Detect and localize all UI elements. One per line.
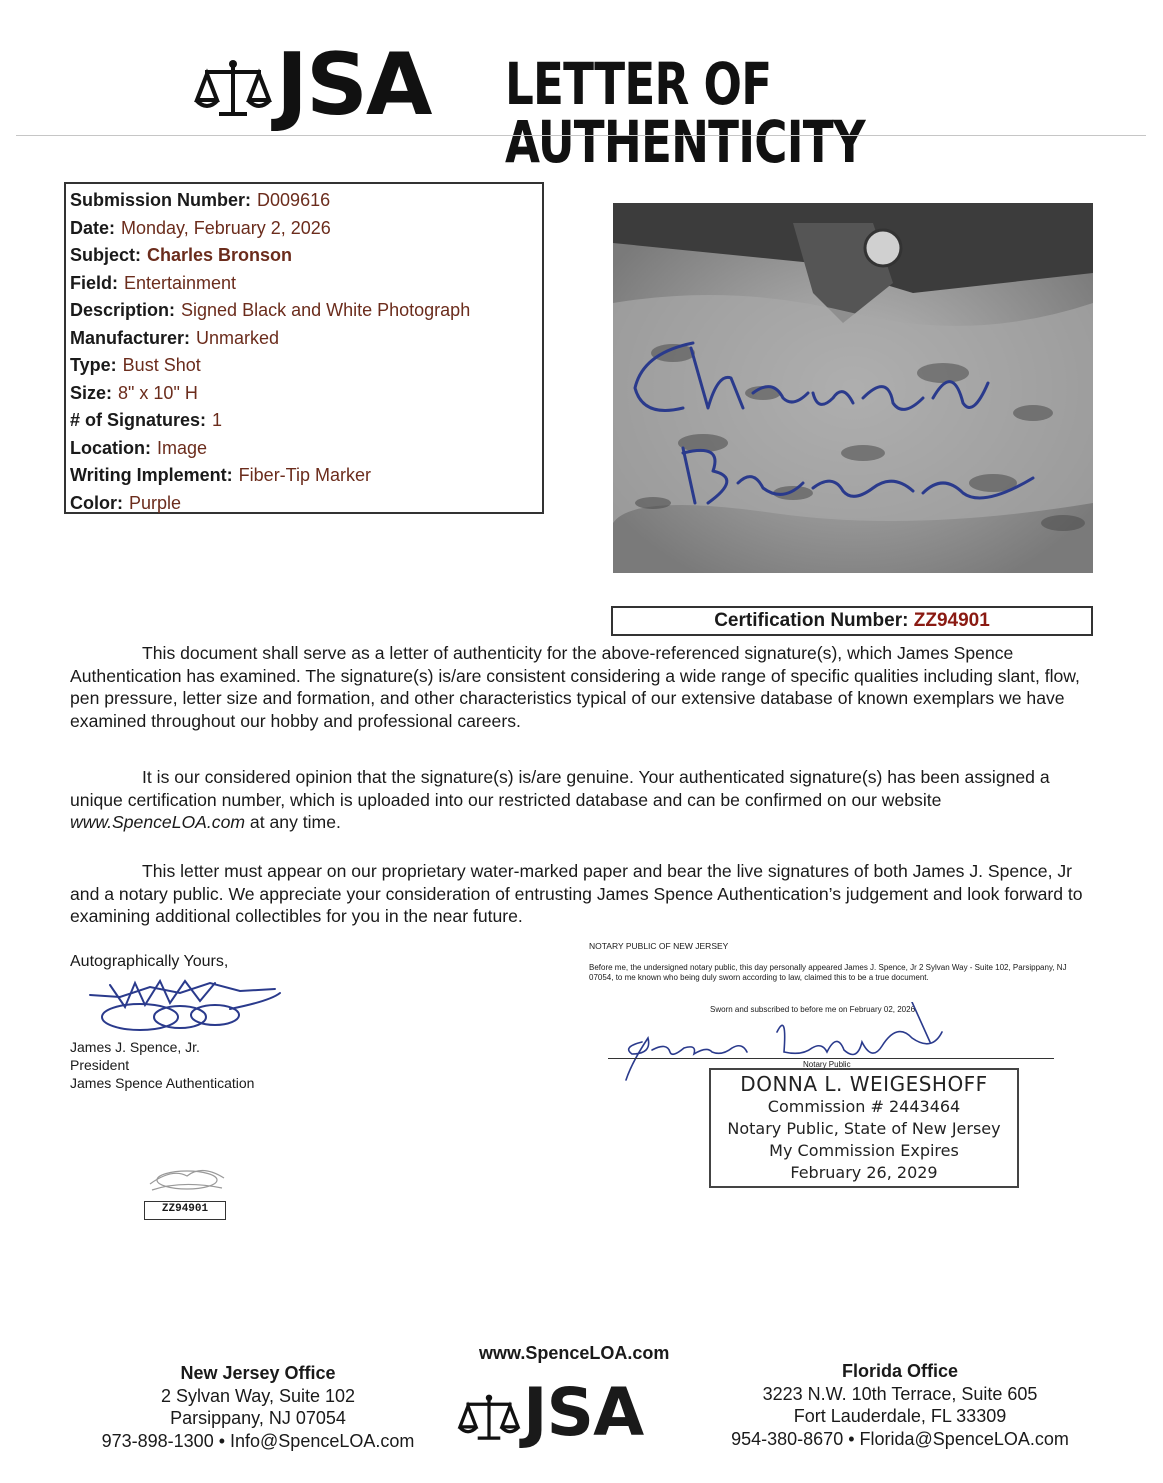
size-row — [70, 380, 542, 408]
description-label: Description: — [70, 300, 176, 320]
nj-office-contact: 973-898-1300 • Info@SpenceLOA.com — [101, 1430, 415, 1451]
body-paragraph-2 — [70, 766, 1085, 834]
stamp-expires-label: My Commission Expires — [769, 1141, 959, 1160]
signatures-value: 1 — [212, 410, 223, 430]
footer-scales-icon — [456, 1393, 522, 1443]
field-value: Entertainment — [124, 272, 237, 293]
notary-stamp — [709, 1068, 1019, 1188]
spence-signature — [80, 975, 290, 1035]
subject-row — [70, 242, 542, 270]
submission-details-box — [64, 182, 544, 514]
body-paragraph-1-text: This document shall serve as a letter of authenticity for the above-referenced signature(s), which James Spence Authentication has examined. The signature(s) is/are consistent considering a wide range of specific qualities including slant, flow, pen pressure, letter size and formation, and other characteristics typical of our extensive database of known exemplars we have examined throughout our hobby and professional careers. — [70, 643, 1080, 731]
fl-office-block — [720, 1360, 1080, 1450]
signed-photograph — [613, 203, 1093, 573]
signer-block — [70, 1038, 254, 1092]
nj-office-address-2: Parsippany, NJ 07054 — [170, 1408, 346, 1428]
scales-of-justice-icon — [193, 58, 273, 120]
stamp-commission: Commission # 2443464 — [767, 1097, 961, 1116]
signatures-label: # of Signatures: — [70, 410, 207, 430]
submission-label: Submission Number: — [70, 190, 252, 210]
signatures-row — [70, 407, 542, 435]
footer-logo-text: JSA — [523, 1374, 644, 1451]
closing-line: Autographically Yours, — [70, 953, 229, 970]
location-row — [70, 435, 542, 463]
implement-row — [70, 462, 542, 490]
subject-label: Subject: — [70, 245, 142, 265]
description-row — [70, 297, 542, 325]
notary-heading: NOTARY PUBLIC OF NEW JERSEY — [589, 941, 729, 951]
date-value: Monday, February 2, 2026 — [121, 217, 331, 238]
nj-office-title: New Jersey Office — [180, 1363, 336, 1383]
fl-office-title: Florida Office — [841, 1361, 958, 1381]
subject-value: Charles Bronson — [147, 245, 293, 265]
body-paragraph-1 — [70, 642, 1085, 732]
body-paragraph-3-text: This letter must appear on our proprietary water-marked paper and bear the live signatures of both James J. Spence, Jr and a notary public. We appreciate your consideration of entrusting James Spence Authentication’s judgement and look forward to examining additional collectibles for you in the near future. — [70, 861, 1083, 926]
color-value: Purple — [129, 492, 182, 513]
size-value: 8" x 10" H — [118, 382, 198, 403]
header-logo-text: JSA — [276, 35, 431, 135]
notary-signature-line — [608, 1058, 1054, 1059]
fl-office-contact: 954-380-8670 • Florida@SpenceLOA.com — [731, 1428, 1069, 1449]
implement-label: Writing Implement: — [70, 465, 233, 485]
manufacturer-row — [70, 325, 542, 353]
stamp-name: DONNA L. WEIGESHOFF — [740, 1072, 988, 1096]
location-value: Image — [157, 437, 208, 458]
type-row — [70, 352, 542, 380]
body-paragraph-3 — [70, 860, 1085, 928]
fl-office-address-2: Fort Lauderdale, FL 33309 — [793, 1406, 1007, 1426]
certification-number: ZZ94901 — [913, 610, 990, 631]
field-label: Field: — [70, 272, 118, 293]
header-divider — [16, 135, 1146, 136]
size-label: Size: — [70, 382, 113, 403]
website-link[interactable]: www.SpenceLOA.com — [70, 812, 246, 832]
notary-statement: Before me, the undersigned notary public, this day personally appeared James J. Spence, Jr 2 Sylvan Way - Suite 102, Parsippany, NJ 07054, to me known who being duly sworn according to law, claimed this to be a true document. — [589, 963, 1067, 982]
page-title: LETTER OF AUTHENTICITY — [505, 50, 865, 176]
color-label: Color: — [70, 492, 123, 513]
submission-row — [70, 187, 542, 215]
body-paragraph-2-text-a: It is our considered opinion that the signature(s) is/are genuine. Your authenticated signature(s) has been assigned a unique certification number, which is uploaded into our restricted database and can be confirmed on our website — [70, 767, 1050, 810]
certification-number-box — [611, 606, 1093, 636]
sticker-number: ZZ94901 — [144, 1201, 226, 1220]
notary-caption: Notary Public — [803, 1060, 851, 1069]
signer-role: President — [70, 1057, 130, 1073]
manufacturer-label: Manufacturer: — [70, 327, 191, 348]
manufacturer-value: Unmarked — [196, 327, 280, 348]
implement-value: Fiber-Tip Marker — [238, 465, 372, 485]
fl-office-address-1: 3223 N.W. 10th Terrace, Suite 605 — [762, 1383, 1038, 1404]
color-row — [70, 490, 542, 518]
date-row — [70, 215, 542, 243]
notary-sworn-line: Sworn and subscribed to before me on February 02, 2026 — [710, 1005, 916, 1014]
nj-office-address-1: 2 Sylvan Way, Suite 102 — [160, 1385, 356, 1406]
type-value: Bust Shot — [122, 355, 201, 375]
field-row — [70, 270, 542, 298]
type-label: Type: — [70, 355, 117, 375]
footer-website-link[interactable]: www.SpenceLOA.com — [479, 1343, 670, 1363]
signer-name: James J. Spence, Jr. — [70, 1039, 200, 1055]
submission-value: D009616 — [257, 190, 331, 210]
stamp-expires-date: February 26, 2029 — [790, 1163, 938, 1182]
signer-company: James Spence Authentication — [70, 1075, 255, 1091]
certification-label: Certification Number: — [714, 610, 909, 631]
body-paragraph-2-text-b: at any time. — [245, 812, 341, 832]
description-value: Signed Black and White Photograph — [181, 300, 471, 320]
location-label: Location: — [70, 437, 151, 458]
stamp-state: Notary Public, State of New Jersey — [727, 1119, 1001, 1138]
date-label: Date: — [70, 217, 116, 238]
nj-office-block — [92, 1362, 424, 1452]
